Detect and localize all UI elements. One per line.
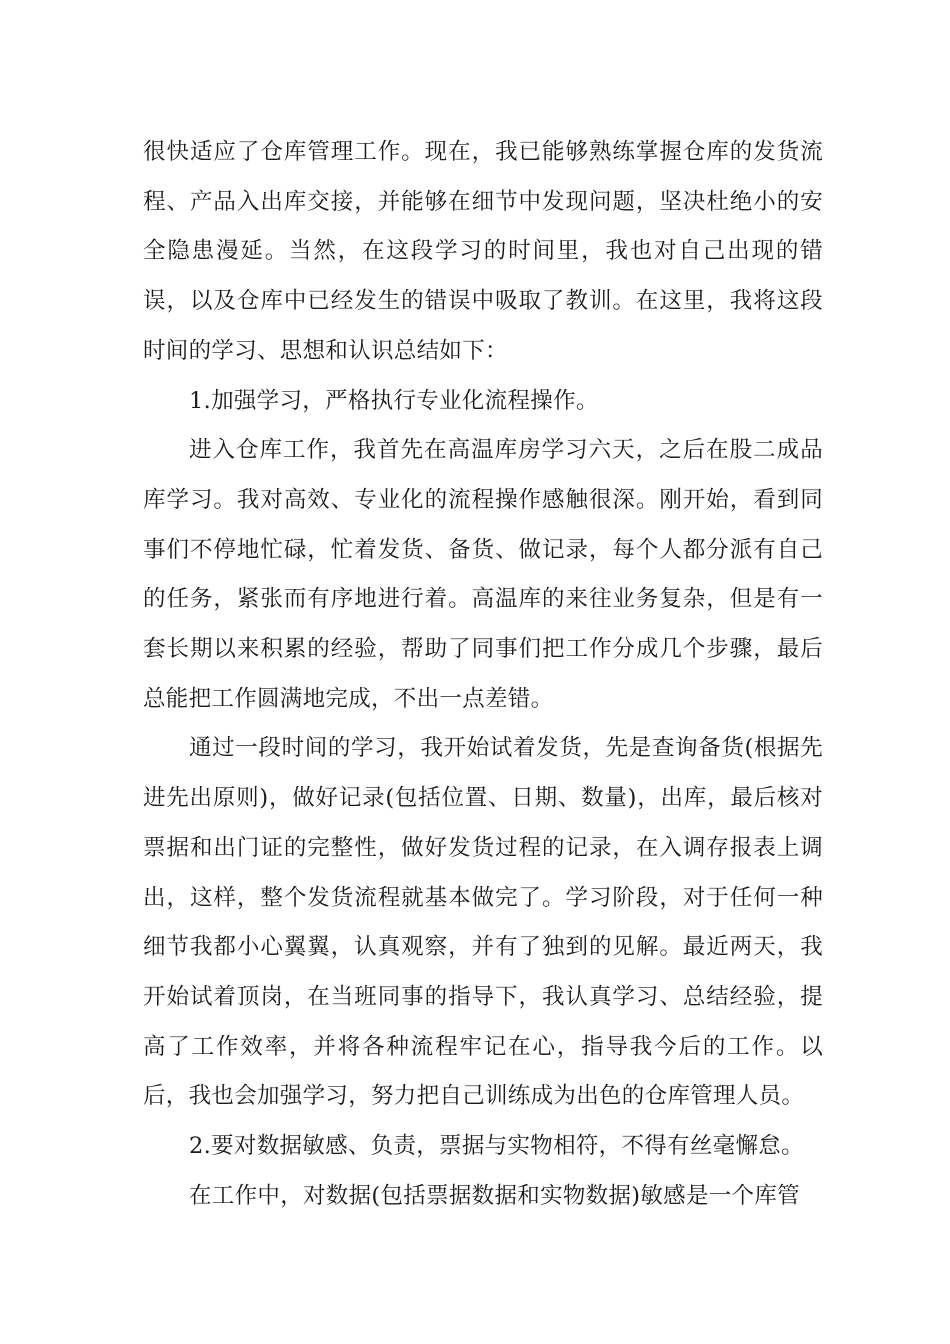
- document-body: [143, 128, 823, 1221]
- paragraph-section-1-b: 通过一段时间的学习，我开始试着发货，先是查询备货(根据先进先出原则)，做好记录(包括位置、日期、数量)，出库，最后核对票据和出门证的完整性，做好发货过程的记录，在入调存报表上调出，这样，整个发货流程就基本做完了。学习阶段，对于任何一种细节我都小心翼翼，认真观察，并有了独到的见解。最近两天，我开始试着顶岗，在当班同事的指导下，我认真学习、总结经验，提高了工作效率，并将各种流程牢记在心，指导我今后的工作。以后，我也会加强学习，努力把自己训练成为出色的仓库管理人员。: [143, 735, 823, 1110]
- heading-section-2: 2.要对数据敏感、负责，票据与实物相符，不得有丝毫懈怠。: [189, 1133, 804, 1160]
- paragraph-section-1-a: 进入仓库工作，我首先在高温库房学习六天，之后在股二成品库学习。我对高效、专业化的流程操作感触很深。刚开始，看到同事们不停地忙碌，忙着发货、备货、做记录，每个人都分派有自己的任务，紧张而有序地进行着。高温库的来往业务复杂，但是有一套长期以来积累的经验，帮助了同事们把工作分成几个步骤，最后总能把工作圆满地完成，不出一点差错。: [143, 437, 823, 712]
- heading-section-1: 1.加强学习，严格执行专业化流程操作。: [189, 387, 599, 414]
- paragraph-section-2-a: 在工作中，对数据(包括票据数据和实物数据)敏感是一个库管: [189, 1182, 800, 1209]
- paragraph-intro-continuation: 很快适应了仓库管理工作。现在，我已能够熟练掌握仓库的发货流程、产品入出库交接，并能够在细节中发现问题，坚决杜绝小的安全隐患漫延。当然，在这段学习的时间里，我也对自己出现的错误，以及仓库中已经发生的错误中吸取了教训。在这里，我将这段时间的学习、思想和认识总结如下：: [143, 139, 823, 364]
